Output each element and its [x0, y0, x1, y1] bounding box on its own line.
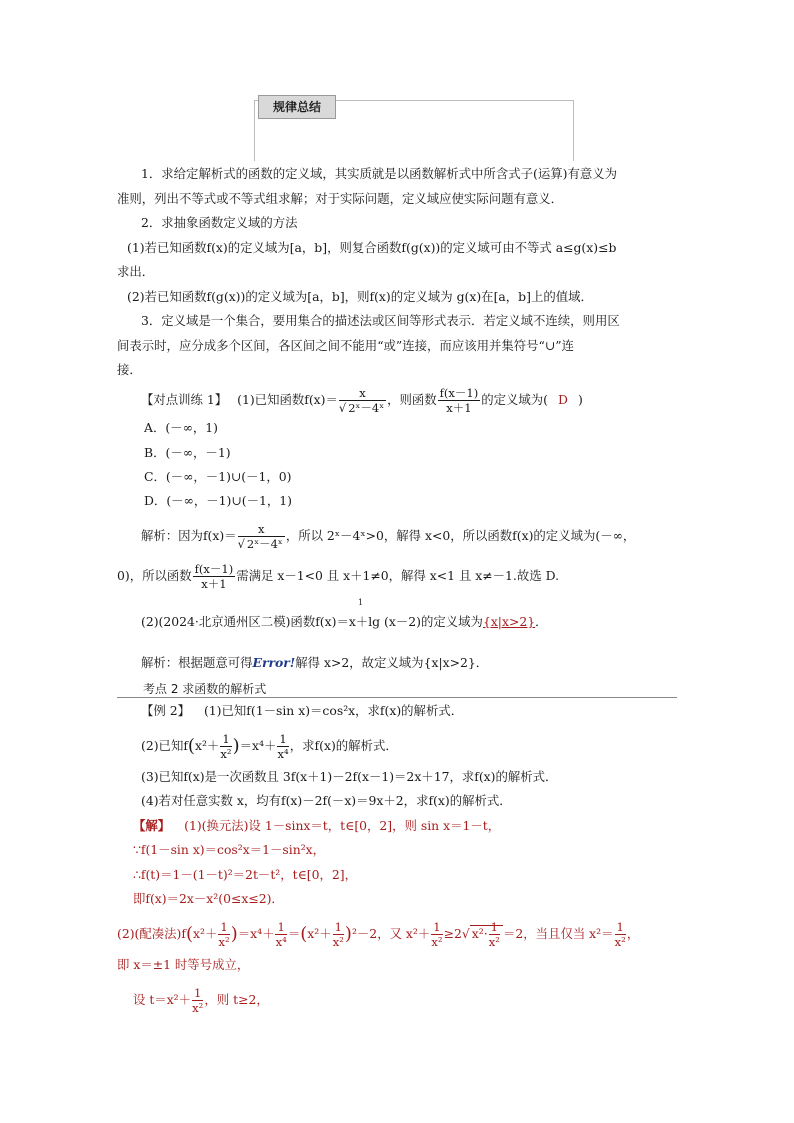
example-2-q1	[141, 703, 463, 719]
s5-prefix: (2)(配凑法)f	[117, 926, 186, 941]
sol3-prefix: 解析：根据题意可得	[141, 655, 253, 670]
sol3-suffix: 解得 x>2，故定义域为{x|x>2}．	[295, 655, 489, 670]
solution-line-2: ∵f(1－sin x)＝cos²x＝1－sin²x，	[133, 842, 326, 857]
exercise-1-question	[141, 386, 583, 415]
exercise-label: 【对点训练 1】	[141, 392, 228, 407]
s5-mid1: ＝x⁴＋	[237, 926, 275, 941]
rule-3-line-2: 间表示时，应分成多个区间，各区间之间不能用“或”连接，而应该用并集符号“∪”连	[117, 338, 575, 353]
exercise-q-prefix: (1)已知函数f(x)＝	[237, 392, 338, 407]
s5-mid2: －2，又 x²＋	[356, 926, 431, 941]
fraction-f-num: x	[339, 386, 386, 401]
frac-1-x4: $\frac{1}{\text{x⁴}}$	[277, 732, 289, 761]
frac-1-x2-a: $\frac{1}{\text{x²}}$	[220, 732, 232, 761]
section-title: 考点 2 求函数的解析式	[143, 682, 267, 696]
rule-1-line-1: 1．求给定解析式的函数的定义域，其实质就是以函数解析式中所含式子(运算)有意义为	[141, 166, 618, 181]
rule-3-line-1: 3．定义域是一个集合，要用集合的描述法或区间等形式表示．若定义域不连续，则用区	[141, 313, 620, 328]
sol1-fraction-num: x	[238, 522, 285, 537]
exercise-q-mid: ，则函数	[387, 392, 437, 407]
option-b: B．(－∞，－1)	[144, 445, 231, 460]
exercise-answer: D	[558, 392, 568, 407]
q2-prefix: (2)(2024·北京通州区二模)函数f(x)＝x	[141, 614, 356, 629]
q2-prefix-ex: (2)已知f	[141, 738, 188, 753]
paren-left: (	[187, 735, 195, 757]
q2-mid: ＋lg (x－2)的定义域为	[355, 614, 483, 629]
s5-mid4: ＝2，当且仅当 x²＝	[503, 926, 614, 941]
solution-line-4: 即f(x)＝2x－x²(0≤x≤2)．	[133, 891, 284, 906]
solution-2	[141, 655, 488, 671]
section-divider	[117, 697, 677, 698]
sol1-suffix: ，所以 2ˣ－4ˣ>0，解得 x<0，所以函数f(x)的定义域为(－∞，	[285, 528, 636, 543]
solution-line-1	[133, 818, 500, 834]
rule-2-2: (2)若已知函数f(g(x))的定义域为[a，b]，则f(x)的定义域为 g(x)在[a，b]上的值域．	[127, 289, 593, 304]
s7-prefix: 设 t＝x²＋	[133, 992, 192, 1007]
sol2-suffix: 需满足 x－1<0 且 x＋1≠0，解得 x<1 且 x≠－1.故选 D.	[236, 568, 560, 583]
rule-2-title: 2．求抽象函数定义域的方法	[141, 215, 298, 230]
fraction-g-num: f(x－1)	[439, 386, 479, 400]
solution-1-line-1	[141, 522, 635, 551]
option-a: A．(－∞，1)	[144, 420, 218, 435]
sqrt-f-den: 2ˣ－4ˣ	[348, 401, 385, 415]
q2-end: ．	[535, 614, 548, 629]
option-d: D．(－∞，－1)∪(－1，1)	[144, 493, 292, 508]
error-marker: Error!	[252, 655, 296, 670]
sol1-sqrt: 2ˣ－4ˣ	[246, 537, 283, 551]
option-c: C．(－∞，－1)∪(－1，0)	[144, 469, 292, 484]
solution-line-7: 设 t＝x²＋ $\frac{1}{\text{x²}}$ ，则 t≥2，	[133, 986, 269, 1015]
solution-line-3: ∴f(t)＝1－(1－t)²＝2t－t²，t∈[0，2]，	[133, 867, 358, 882]
paren-right: )	[232, 735, 240, 757]
sol2-fraction	[193, 562, 236, 591]
exercise-1-part-2	[141, 614, 548, 630]
q2-exponent-top: 1	[358, 598, 364, 607]
fraction-g	[438, 386, 481, 415]
rule-2-1-line-1: (1)若已知函数f(x)的定义域为[a，b]，则复合函数f(g(x))的定义域可由不等式 a≤g(x)≤b	[127, 240, 617, 255]
s7-suffix: ，则 t≥2，	[204, 992, 269, 1007]
summary-box-title: 规律总结	[258, 95, 336, 119]
rule-1-line-2: 准则，列出不等式或不等式组求解；对于实际问题，定义域应使实际问题有意义．	[117, 191, 564, 206]
sol1-fraction-den: √ 2ˣ－4ˣ	[237, 537, 283, 551]
sol-s1: (1)(换元法)设 1－sinx＝t，t∈[0，2]，则 sin x＝1－t，	[184, 818, 501, 833]
sol2-fraction-den: x＋1	[201, 577, 227, 591]
q2-answer: {x|x>2}	[482, 614, 536, 629]
rule-2-1-line-2: 求出．	[117, 264, 155, 279]
x2-a: x²＋	[194, 738, 220, 753]
s5-end: ，	[626, 926, 640, 941]
example-2-q3: (3)已知f(x)是一次函数且 3f(x＋1)－2f(x－1)＝2x＋17，求f(x)的解析式．	[141, 769, 558, 784]
rule-3-line-3: 接．	[117, 362, 142, 377]
solution-1-line-2	[117, 562, 559, 591]
sol1-prefix: 解析：因为f(x)＝	[141, 528, 237, 543]
solution-line-6: 即 x＝±1 时等号成立，	[117, 957, 250, 972]
fraction-f-den: √ 2ˣ－4ˣ	[338, 401, 385, 415]
sol-label: 【解】	[133, 818, 171, 833]
sol1-fraction	[238, 522, 285, 551]
q2-suffix-ex: ，求f(x)的解析式．	[289, 738, 398, 753]
example-label: 【例 2】	[141, 703, 190, 718]
s5-mid3: ≥2	[443, 926, 462, 941]
sol2-prefix: 0)，所以函数	[117, 568, 192, 583]
example-2-q4: (4)若对任意实数 x，均有f(x)－2f(－x)＝9x＋2，求f(x)的解析式．	[141, 793, 512, 808]
example-2-q2	[141, 732, 398, 761]
sol2-fraction-num: f(x－1)	[194, 562, 234, 576]
q2-eq: ＝x⁴＋	[239, 738, 277, 753]
fraction-g-den: x＋1	[446, 401, 472, 415]
exercise-q-suffix: 的定义域为(	[481, 392, 548, 407]
exercise-q-close: )	[578, 392, 583, 407]
solution-line-5: (2)(配凑法)f(x²＋ $\frac{1}{\text{x²}}$ )＝x⁴＋ $\frac{1}{\text{x⁴}}$ ＝(x²＋ $\frac{1}{\text{x²}}$ )²－2，又 x²＋ $\frac{1}{\text{x²}}$ ≥2√ x²· $\frac{1}{\text{x²}}$ ＝2，当且仅当 x²＝ $\frac{1}{\text{x²}}$ ，	[117, 920, 640, 949]
example-q1: (1)已知f(1－sin x)＝cos²x，求f(x)的解析式．	[203, 703, 464, 718]
fraction-f	[339, 386, 386, 415]
